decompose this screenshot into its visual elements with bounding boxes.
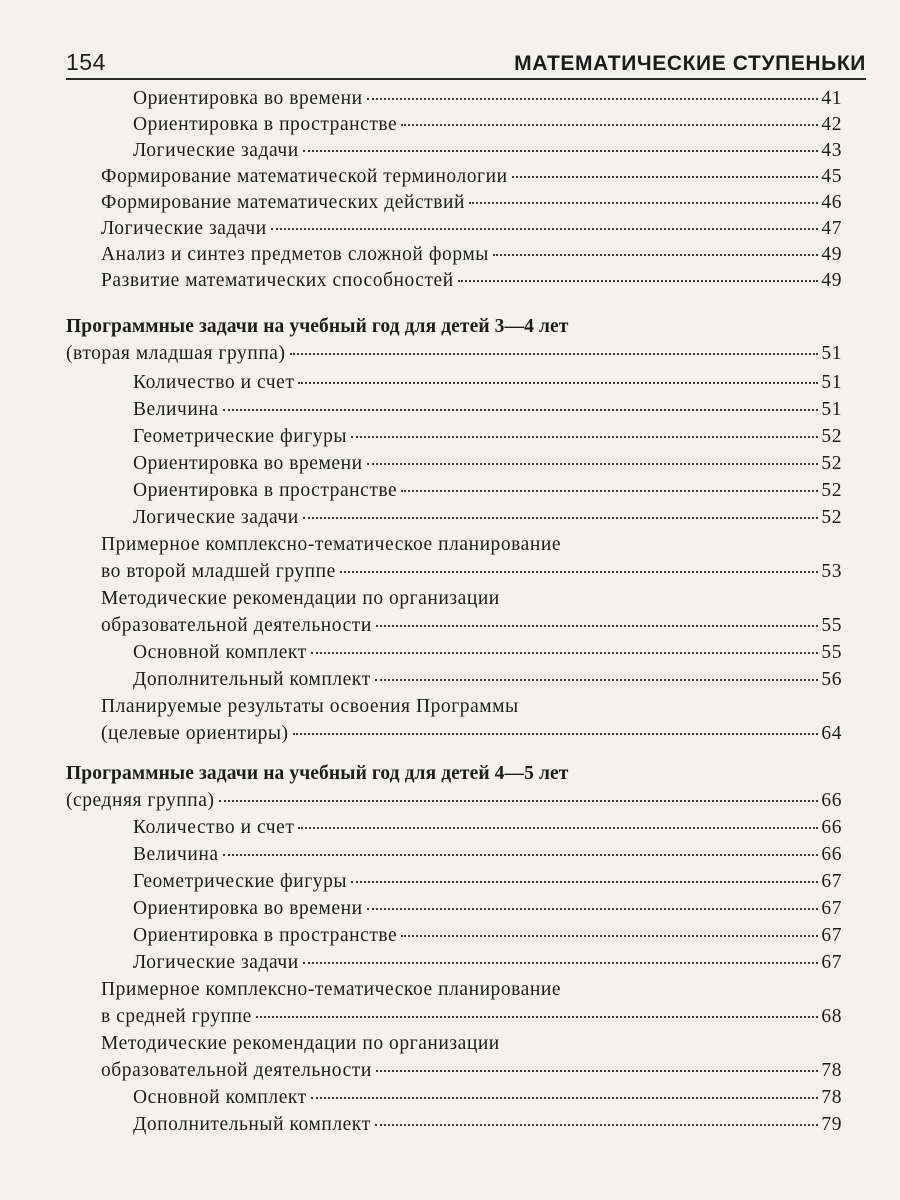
toc-entry-label: Развитие математических способностей — [101, 270, 454, 291]
toc-entry-label: (вторая младшая группа) — [66, 343, 286, 364]
leader-dots — [311, 652, 819, 654]
toc-entry-label: Ориентировка во времени — [133, 88, 363, 109]
toc-entry-label: Геометрические фигуры — [133, 871, 348, 892]
toc-entry-label: Основной комплект — [133, 1087, 307, 1108]
toc-entry-page: 55 — [821, 642, 842, 663]
toc-entry[interactable] — [133, 817, 842, 845]
toc-entry-label: Логические задачи — [101, 218, 267, 239]
page-header — [66, 42, 866, 80]
leader-dots — [293, 733, 819, 735]
toc-entry-label: Ориентировка в пространстве — [133, 925, 398, 946]
toc-entry-page: 55 — [821, 615, 842, 636]
running-title: МАТЕМАТИЧЕСКИЕ СТУПЕНЬКИ — [514, 52, 866, 75]
toc-entry[interactable] — [101, 192, 842, 220]
toc-entry-label: Величина — [133, 399, 219, 420]
toc-entry[interactable] — [133, 114, 842, 142]
leader-dots — [375, 1124, 819, 1126]
toc-entry-page: 41 — [821, 88, 842, 109]
toc-entry[interactable] — [101, 1060, 842, 1088]
toc-entry-page: 67 — [821, 952, 842, 973]
toc-entry-label: Геометрические фигуры — [133, 426, 348, 447]
leader-dots — [376, 1070, 819, 1072]
toc-entry[interactable] — [133, 844, 842, 872]
toc-entry[interactable] — [101, 1006, 842, 1034]
toc-entry[interactable] — [133, 507, 842, 535]
leader-dots — [340, 571, 819, 573]
leader-dots — [367, 98, 819, 100]
leader-dots — [219, 800, 819, 802]
toc-entry-label: Количество и счет — [133, 372, 295, 393]
toc-entry-page: 66 — [821, 844, 842, 865]
toc-entry-page: 51 — [821, 372, 842, 393]
toc-entry-label: Логические задачи — [133, 952, 299, 973]
toc-entry-page: 67 — [821, 898, 842, 919]
toc-entry-page: 49 — [821, 270, 842, 291]
leader-dots — [351, 436, 818, 438]
toc-entry-page: 45 — [821, 166, 842, 187]
leader-dots — [351, 881, 818, 883]
toc-entry[interactable] — [133, 925, 842, 953]
toc-entry[interactable] — [101, 218, 842, 246]
leader-dots — [512, 176, 819, 178]
toc-entry-page: 64 — [821, 723, 842, 744]
toc-entry-label: Анализ и синтез предметов сложной формы — [101, 244, 489, 265]
toc-entry[interactable] — [101, 615, 842, 643]
toc-entry-page: 67 — [821, 925, 842, 946]
toc-entry[interactable] — [101, 270, 842, 298]
leader-dots — [298, 382, 818, 384]
toc-entry-label: Количество и счет — [133, 817, 295, 838]
toc-entry[interactable] — [101, 244, 842, 272]
toc-entry-page: 78 — [821, 1087, 842, 1108]
toc-entry-page: 79 — [821, 1114, 842, 1135]
leader-dots — [303, 962, 819, 964]
toc-entry-page: 56 — [821, 669, 842, 690]
leader-dots — [458, 280, 819, 282]
toc-entry[interactable] — [133, 426, 842, 454]
toc-entry-page: 49 — [821, 244, 842, 265]
toc-entry-label: Ориентировка во времени — [133, 898, 363, 919]
toc-entry[interactable] — [66, 790, 842, 818]
leader-dots — [271, 228, 819, 230]
toc-entry[interactable] — [133, 642, 842, 670]
toc-entry-page: 43 — [821, 140, 842, 161]
toc-entry[interactable] — [133, 952, 842, 980]
toc-entry-page: 52 — [821, 426, 842, 447]
section-title[interactable]: Программные задачи на учебный год для детей 4—5 лет — [66, 763, 569, 784]
toc-entry-label: Дополнительный комплект — [133, 1114, 371, 1135]
toc-entry-label[interactable]: Методические рекомендации по организации — [101, 588, 500, 609]
section-title[interactable]: Программные задачи на учебный год для детей 3—4 лет — [66, 316, 569, 337]
toc-entry-page: 52 — [821, 480, 842, 501]
leader-dots — [401, 124, 818, 126]
toc-entry[interactable] — [66, 343, 842, 371]
leader-dots — [223, 409, 819, 411]
toc-entry[interactable] — [133, 1087, 842, 1115]
toc-entry-page: 78 — [821, 1060, 842, 1081]
leader-dots — [367, 908, 819, 910]
leader-dots — [367, 463, 819, 465]
toc-entry-page: 51 — [821, 399, 842, 420]
leader-dots — [375, 679, 819, 681]
toc-entry[interactable] — [133, 480, 842, 508]
toc-entry[interactable] — [133, 140, 842, 168]
leader-dots — [469, 202, 818, 204]
toc-entry-label[interactable]: Примерное комплексно-тематическое планирование — [101, 534, 562, 555]
toc-entry-page: 52 — [821, 453, 842, 474]
leader-dots — [311, 1097, 819, 1099]
toc-entry-label: образовательной деятельности — [101, 1060, 372, 1081]
leader-dots — [401, 490, 818, 492]
toc-entry-page: 51 — [821, 343, 842, 364]
toc-entry-label[interactable]: Планируемые результаты освоения Программы — [101, 696, 519, 717]
toc-entry-page: 53 — [821, 561, 842, 582]
toc-entry-label: Величина — [133, 844, 219, 865]
toc-entry[interactable] — [101, 723, 842, 751]
toc-entry[interactable] — [133, 1114, 842, 1142]
toc-entry-page: 47 — [821, 218, 842, 239]
toc-entry-page: 68 — [821, 1006, 842, 1027]
toc-entry-label: во второй младшей группе — [101, 561, 336, 582]
toc-entry-label: Ориентировка в пространстве — [133, 114, 398, 135]
toc-entry[interactable] — [101, 561, 842, 589]
leader-dots — [493, 254, 819, 256]
toc-entry-page: 66 — [821, 817, 842, 838]
toc-entry-label[interactable]: Методические рекомендации по организации — [101, 1033, 500, 1054]
toc-entry-label: в средней группе — [101, 1006, 252, 1027]
toc-entry-label: Ориентировка во времени — [133, 453, 363, 474]
leader-dots — [298, 827, 818, 829]
toc-entry-page: 42 — [821, 114, 842, 135]
leader-dots — [303, 517, 819, 519]
leader-dots — [256, 1016, 819, 1018]
leader-dots — [401, 935, 818, 937]
toc-entry-page: 66 — [821, 790, 842, 811]
toc-entry[interactable] — [133, 898, 842, 926]
toc-entry-label: Дополнительный комплект — [133, 669, 371, 690]
page-number: 154 — [66, 49, 106, 75]
leader-dots — [303, 150, 819, 152]
toc-entry[interactable] — [133, 871, 842, 899]
toc-entry[interactable] — [133, 453, 842, 481]
toc-entry-label: (целевые ориентиры) — [101, 723, 289, 744]
toc-entry[interactable] — [101, 166, 842, 194]
toc-entry-label: Формирование математической терминологии — [101, 166, 508, 187]
toc-entry-label[interactable]: Примерное комплексно-тематическое планирование — [101, 979, 562, 1000]
toc-entry-page: 46 — [821, 192, 842, 213]
toc-entry-label: Формирование математических действий — [101, 192, 465, 213]
toc-entry-page: 52 — [821, 507, 842, 528]
leader-dots — [290, 353, 819, 355]
toc-entry[interactable] — [133, 372, 842, 400]
leader-dots — [376, 625, 819, 627]
toc-entry[interactable] — [133, 88, 842, 116]
toc-entry-label: Логические задачи — [133, 507, 299, 528]
toc-entry-label: (средняя группа) — [66, 790, 215, 811]
toc-entry-label: образовательной деятельности — [101, 615, 372, 636]
toc-entry-label: Ориентировка в пространстве — [133, 480, 398, 501]
toc-entry-label: Логические задачи — [133, 140, 299, 161]
leader-dots — [223, 854, 819, 856]
toc-entry-label: Основной комплект — [133, 642, 307, 663]
toc-entry-page: 67 — [821, 871, 842, 892]
toc-entry[interactable] — [133, 669, 842, 697]
toc-entry[interactable] — [133, 399, 842, 427]
